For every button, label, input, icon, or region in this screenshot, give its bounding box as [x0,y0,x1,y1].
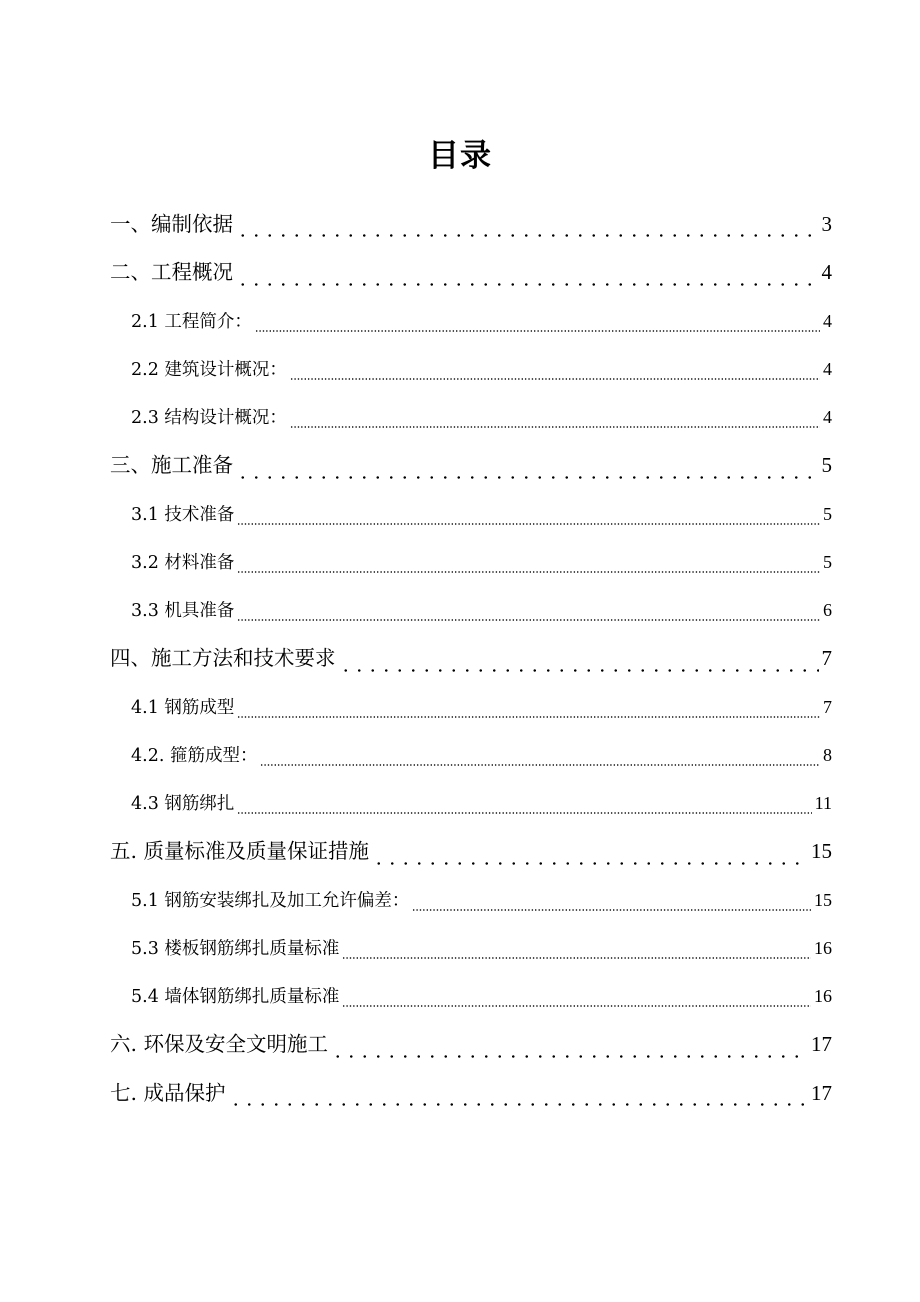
toc-page-number: 17 [811,1032,832,1057]
toc-dot-leader [331,1020,808,1068]
toc-dot-leader [260,731,820,779]
toc-entry-label: 四、施工方法和技术要求 [110,646,336,671]
toc-section-entry[interactable] [110,441,832,489]
toc-entry-label: 三、施工准备 [110,453,233,478]
toc-dot-leader [290,393,820,441]
toc-dot-leader [342,924,811,972]
toc-entry-label: 七. 成品保护 [110,1080,226,1105]
toc-page-number: 5 [823,551,832,572]
toc-subsection-entry[interactable] [110,586,832,634]
toc-section-entry[interactable] [110,200,832,248]
toc-entry-label: 2.1 工程简介： [131,311,252,332]
toc-dot-leader [237,490,820,538]
toc-entry-label: 3.2 材料准备 [131,552,235,573]
toc-page-number: 15 [814,889,832,910]
toc-entry-label: 3.3 机具准备 [131,601,235,621]
toc-section-entry[interactable] [110,827,832,875]
toc-page-number: 4 [823,310,832,331]
toc-entry-label: 2.2 建筑设计概况： [131,359,287,380]
table-of-contents [110,200,832,1117]
toc-entry-label: 5.4 墙体钢筋绑扎质量标准 [131,987,340,1007]
toc-dot-leader [237,586,820,634]
toc-entry-label: 4.1 钢筋成型 [131,697,235,718]
toc-dot-leader [237,538,820,586]
toc-entry-label: 3.1 技术准备 [131,504,235,525]
toc-dot-leader [237,779,811,827]
toc-dot-leader [342,972,811,1020]
toc-entry-label: 五. 质量标准及质量保证措施 [110,839,370,864]
toc-page-number: 15 [811,839,832,864]
toc-dot-leader [229,1069,808,1117]
toc-page-number: 7 [821,646,832,671]
toc-page-number: 3 [821,212,832,236]
toc-subsection-entry[interactable] [110,393,832,441]
toc-dot-leader [372,827,808,875]
toc-page-number: 5 [823,503,832,524]
toc-subsection-entry[interactable] [110,924,832,972]
toc-page-number: 6 [823,600,832,620]
toc-entry-label: 5.1 钢筋安装绑扎及加工允许偏差： [131,890,410,911]
toc-page-number: 16 [814,986,832,1006]
toc-page-number: 16 [814,937,832,958]
toc-entry-label: 2.3 结构设计概况： [131,408,287,428]
toc-page-number: 11 [814,793,832,813]
toc-subsection-entry[interactable] [110,490,832,538]
toc-page-number: 5 [821,453,832,478]
toc-section-entry[interactable] [110,634,832,682]
toc-entry-label: 4.3 钢筋绑扎 [131,794,235,814]
toc-page-number: 4 [821,260,832,285]
toc-entry-label: 一、编制依据 [110,212,233,236]
toc-subsection-entry[interactable] [110,876,832,924]
toc-dot-leader [236,441,819,489]
toc-dot-leader [255,297,820,345]
toc-page-number: 4 [823,358,832,379]
toc-section-entry[interactable] [110,1069,832,1117]
toc-subsection-entry[interactable] [110,538,832,586]
toc-dot-leader [236,200,819,248]
toc-dot-leader [237,683,820,731]
toc-entry-label: 二、工程概况 [110,260,233,285]
toc-entry-label: 六. 环保及安全文明施工 [110,1032,329,1057]
toc-section-entry[interactable] [110,248,832,296]
toc-page-number: 8 [823,744,832,765]
toc-entry-label: 5.3 楼板钢筋绑扎质量标准 [131,938,340,959]
toc-page-number: 17 [811,1080,832,1105]
toc-subsection-entry[interactable] [110,972,832,1020]
toc-section-entry[interactable] [110,1020,832,1068]
toc-dot-leader [339,634,819,682]
toc-dot-leader [290,345,820,393]
toc-dot-leader [412,876,811,924]
toc-entry-label: 4.2. 箍筋成型： [131,745,258,766]
toc-page-number: 4 [823,407,832,427]
page-title: 目录 [428,137,492,174]
toc-page-number: 7 [823,696,832,717]
toc-subsection-entry[interactable] [110,297,832,345]
toc-subsection-entry[interactable] [110,779,832,827]
toc-subsection-entry[interactable] [110,683,832,731]
toc-subsection-entry[interactable] [110,731,832,779]
toc-subsection-entry[interactable] [110,345,832,393]
toc-dot-leader [236,248,819,296]
